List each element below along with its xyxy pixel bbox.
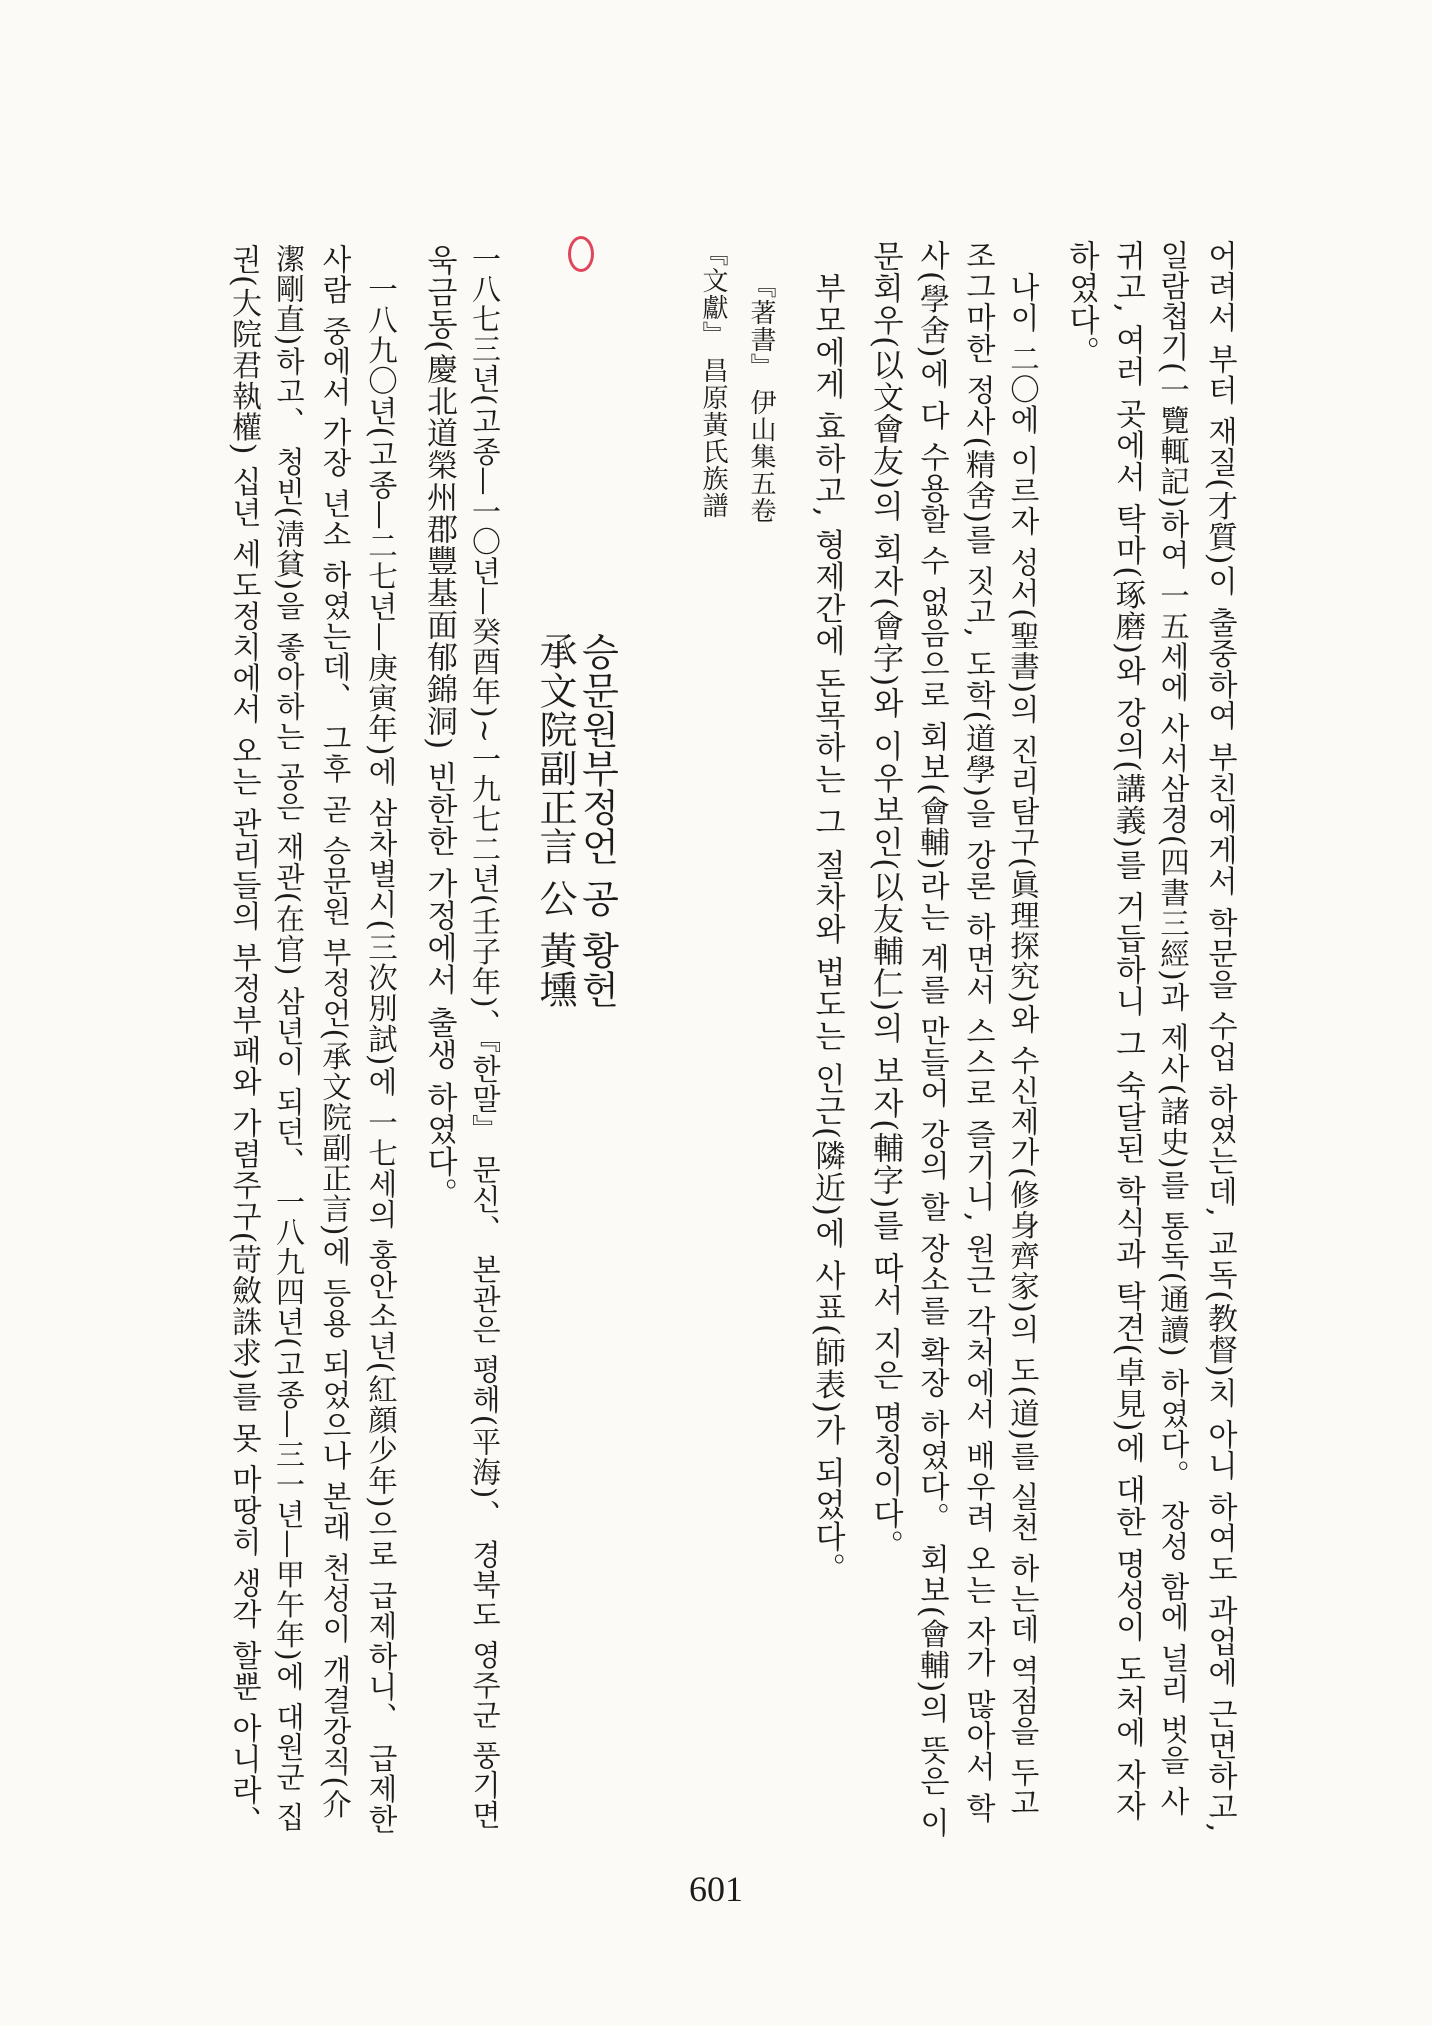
- text-column: 일람첩기(一覽輒記)하여 一五세에 사서삼경(四書三經)과 제사(諸史)를 통독(通讀) 하였다。 장성 함에 널리 벗을 사: [1156, 240, 1190, 1817]
- reference-line: 『著書』 伊山集五卷: [746, 272, 776, 525]
- text-column: 나이 二〇에 이르자 성서(聖書)의 진리탐구(眞理探究)와 수신제가(修身齊家)의 도(道)를 실천 하는데 역점을 두고: [1006, 272, 1040, 1818]
- text-column: 부모에게 효하고, 형제간에 돈목하는 그 절차와 법도는 인근(隣近)에 사표(師表)가 되었다。: [809, 272, 845, 1585]
- text-column: 조그마한 정사(精舍)를 짓고, 도학(道學)을 강론 하면서 스스로 즐기니, 원근 각처에서 배우려 오는 자가 많아서 학: [960, 240, 995, 1824]
- text-column: 潔剛直)하고、 청빈(淸貧)을 좋아하는 공은 재관(在官) 삼년이 되던、 一八九四년(고종—三一년—甲午年)에 대원군 집: [272, 244, 306, 1833]
- text-column: 사(學舍)에 다 수용할 수 없음으로 회보(會輔)라는 계를 만들어 강의 할 장소를 확장 하였다。 회보(會輔)의 뜻은 이: [914, 240, 949, 1839]
- text-column: 귀고, 여러 곳에서 탁마(琢磨)와 강의(講義)를 거듭하니 그 숙달된 학식과 탁견(卓見)에 대한 명성이 도처에 자자: [1110, 240, 1145, 1822]
- text-column: 一八九〇년(고종—二七년—庚寅年)에 삼차별시(三次別試)에 一七세의 홍안소년(紅顔少年)으로 급제하니、 급제한: [364, 274, 398, 1835]
- text-column: 문회우(以文會友)의 회자(會字)와 이우보인(以友輔仁)의 보자(輔字)를 따서 지은 명칭이다。: [867, 240, 903, 1562]
- page-number: 601: [689, 1869, 743, 1909]
- reference-line: 『文獻』 昌原黃氏族譜: [698, 240, 728, 520]
- text-column: 사람 중에서 가장 년소 하였는데、 그후 곧 승문원 부정언(承文院副正言)에 등용 되었으나 본래 천성이 개결강직(介: [318, 244, 352, 1820]
- circle-mark-icon: [568, 236, 594, 272]
- text-column: 어려서 부터 재질(才質)이 출중하여 부친에게서 학문을 수업 하였는데, 교독(教督)치 아니 하여도 과업에 근면하고,: [1202, 240, 1237, 1834]
- section-title-hanja: 承文院副正言 公 黃壎: [533, 632, 577, 1010]
- text-column: 권(大院君執權) 십년 세도정치에서 오는 관리들의 부정부패와 가렴주구(苛斂誅求)를 못 마땅히 생각 할뿐 아니라、: [226, 244, 261, 1837]
- text-column: 一八七三년(고종—一〇년—癸酉年)~一九七二년(壬子年)、『한말』 문신、 본관은 평해(平海)、 경북도 영주군 풍기면: [468, 244, 502, 1830]
- text-column: 욱금동(慶北道榮州郡豐基面郁錦洞) 빈한한 가정에서 출생 하였다。: [421, 244, 457, 1210]
- section-title-hangul: 승문원부정언 공 황헌: [575, 632, 619, 1010]
- text-column: 하였다。: [1063, 240, 1099, 368]
